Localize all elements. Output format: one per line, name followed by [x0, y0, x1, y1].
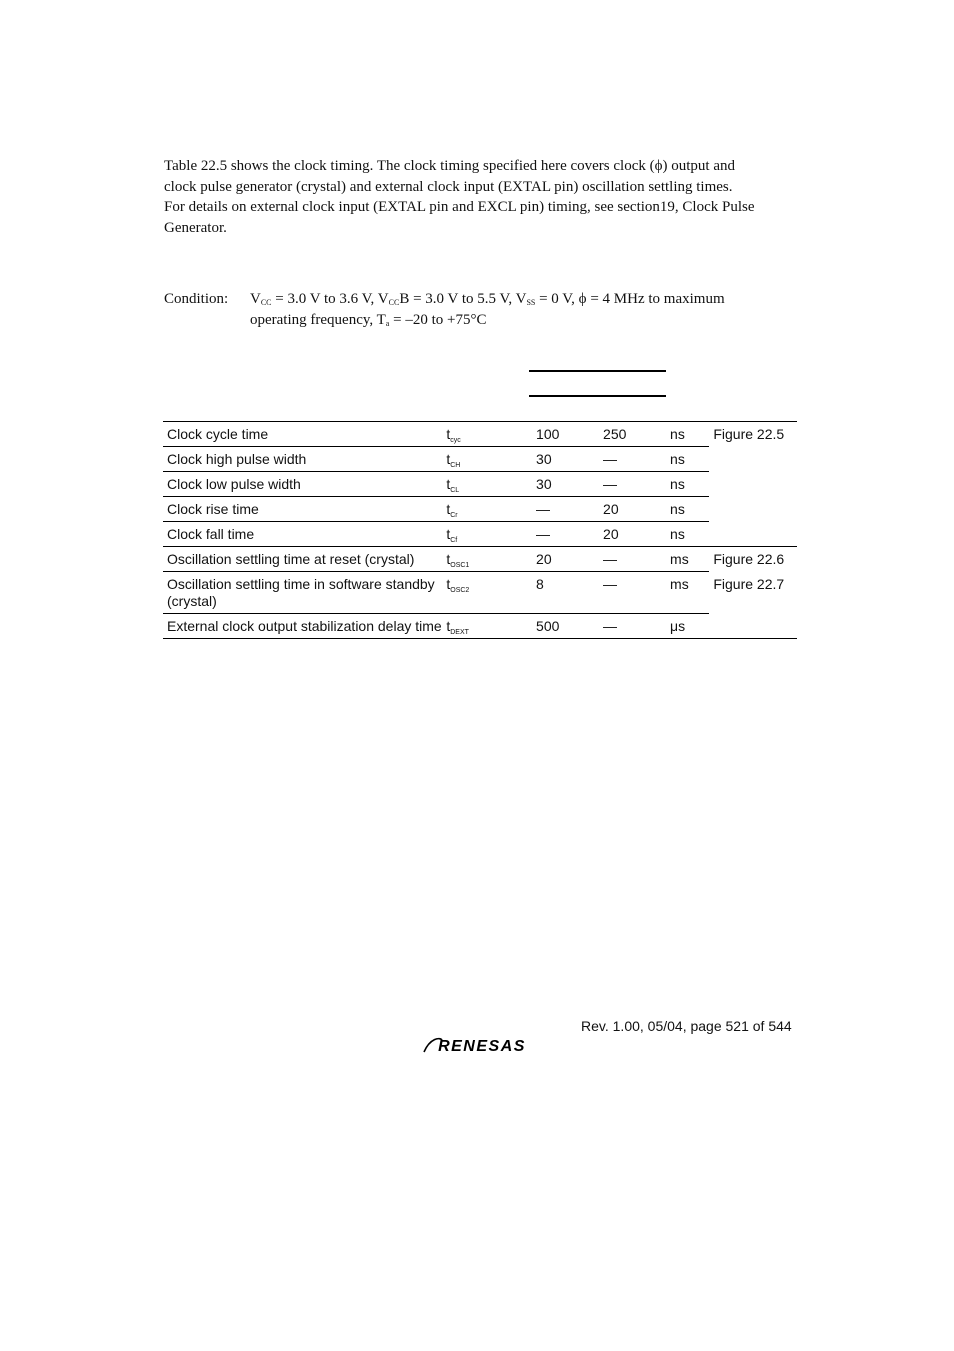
symbol-main: t: [446, 526, 451, 542]
table-row: [163, 522, 797, 547]
min-cell: 100: [532, 422, 599, 447]
min-cell: 8: [532, 572, 599, 614]
symbol-cell: [442, 472, 532, 497]
vss-freq-text: = 0 V, ϕ = 4 MHz to maximum: [535, 291, 725, 307]
table-row: [163, 547, 797, 572]
condition-line-2: [250, 310, 810, 331]
condition-text: [250, 289, 810, 331]
unit-cell: ns: [666, 472, 709, 497]
table-row: [163, 447, 797, 472]
unit-cell: ns: [666, 497, 709, 522]
test-condition-cell: Figure 22.5: [709, 422, 797, 447]
symbol-subscript: OSC1: [450, 562, 470, 569]
min-cell: 20: [532, 547, 599, 572]
item-cell: Oscillation settling time in software standby (crystal): [163, 572, 442, 614]
intro-line: Table 22.5 shows the clock timing. The clock timing specified here covers clock (ϕ) output and: [164, 158, 735, 174]
intro-paragraph: [164, 156, 804, 238]
symbol-main: t: [446, 618, 451, 634]
unit-cell: ms: [666, 547, 709, 572]
max-cell: 20: [599, 522, 666, 547]
header-rule: [529, 370, 666, 372]
item-cell: Clock high pulse width: [163, 447, 442, 472]
symbol-main: t: [446, 426, 451, 442]
symbol-subscript: OSC2: [450, 587, 470, 594]
ta-subscript: a: [385, 319, 390, 328]
symbol-subscript: CH: [450, 462, 461, 469]
max-cell: —: [599, 472, 666, 497]
svg-text:RENESAS: RENESAS: [438, 1038, 526, 1054]
table-row: [163, 422, 797, 447]
symbol-cell: [442, 497, 532, 522]
table-row: [163, 472, 797, 497]
unit-cell: ns: [666, 447, 709, 472]
test-condition-cell: [709, 497, 797, 522]
min-cell: 30: [532, 472, 599, 497]
symbol-cell: [442, 522, 532, 547]
min-cell: 30: [532, 447, 599, 472]
symbol-subscript: CL: [450, 487, 460, 494]
intro-line: Generator.: [164, 219, 227, 236]
item-cell: Clock fall time: [163, 522, 442, 547]
min-cell: 500: [532, 614, 599, 639]
item-cell: Oscillation settling time at reset (crystal): [163, 547, 442, 572]
test-condition-cell: [709, 614, 797, 639]
max-cell: 20: [599, 497, 666, 522]
max-cell: —: [599, 572, 666, 614]
temperature-range: = –20 to +75°C: [389, 312, 487, 328]
renesas-logo: [422, 1036, 542, 1054]
unit-cell: ns: [666, 422, 709, 447]
test-condition-cell: [709, 522, 797, 547]
intro-line: clock pulse generator (crystal) and external clock input (EXTAL pin) oscillation settling times.: [164, 178, 733, 195]
header-rule: [529, 395, 666, 397]
ta-symbol: T: [376, 312, 386, 328]
vss-subscript: SS: [526, 298, 536, 307]
symbol-main: t: [446, 551, 451, 567]
symbol-subscript: cyc: [450, 437, 461, 444]
test-condition-cell: [709, 447, 797, 472]
symbol-main: t: [446, 576, 451, 592]
test-condition-cell: Figure 22.6: [713, 551, 785, 567]
symbol-subscript: Cr: [450, 512, 458, 519]
max-cell: —: [599, 447, 666, 472]
intro-line: For details on external clock input (EXTAL pin and EXCL pin) timing, see section19, Clock Pulse: [164, 199, 755, 215]
vccb-range: B = 3.0 V to 5.5 V,: [399, 291, 516, 307]
item-cell: Clock cycle time: [163, 422, 442, 447]
test-condition-cell: Figure 22.7: [713, 575, 785, 592]
unit-cell: μs: [666, 614, 709, 639]
vccb-subscript: CC: [388, 298, 400, 307]
symbol-subscript: Cf: [450, 537, 458, 544]
test-condition-cell: [709, 472, 797, 497]
table-row: [163, 614, 797, 639]
table-row: [163, 497, 797, 522]
vss-symbol: V: [515, 291, 527, 307]
page-footer: Rev. 1.00, 05/04, page 521 of 544: [581, 1018, 792, 1034]
symbol-main: t: [446, 451, 451, 467]
symbol-cell: [442, 422, 532, 447]
max-cell: —: [599, 614, 666, 639]
clock-timing-table: [163, 421, 797, 639]
table-row: [163, 572, 797, 614]
symbol-cell: [442, 447, 532, 472]
item-cell: External clock output stabilization delay time: [163, 614, 442, 639]
symbol-cell: [442, 614, 532, 639]
condition-line-1: [250, 289, 810, 310]
symbol-main: t: [446, 501, 451, 517]
symbol-cell: [442, 547, 532, 572]
item-cell: Clock rise time: [163, 497, 442, 522]
max-cell: —: [599, 547, 666, 572]
unit-cell: ms: [666, 572, 709, 614]
vcc-subscript: CC: [260, 298, 272, 307]
min-cell: —: [532, 497, 599, 522]
unit-cell: ns: [666, 522, 709, 547]
condition-label: Condition:: [164, 291, 229, 307]
symbol-main: t: [446, 476, 451, 492]
max-cell: 250: [599, 422, 666, 447]
vcc-range: = 3.0 V to 3.6 V,: [271, 291, 378, 307]
item-cell: Clock low pulse width: [163, 472, 442, 497]
min-cell: —: [532, 522, 599, 547]
symbol-subscript: DEXT: [450, 629, 469, 636]
vccb-symbol: V: [377, 291, 389, 307]
operating-frequency-text: operating frequency,: [250, 312, 377, 328]
vcc-symbol: V: [250, 291, 261, 307]
symbol-cell: [442, 572, 532, 614]
